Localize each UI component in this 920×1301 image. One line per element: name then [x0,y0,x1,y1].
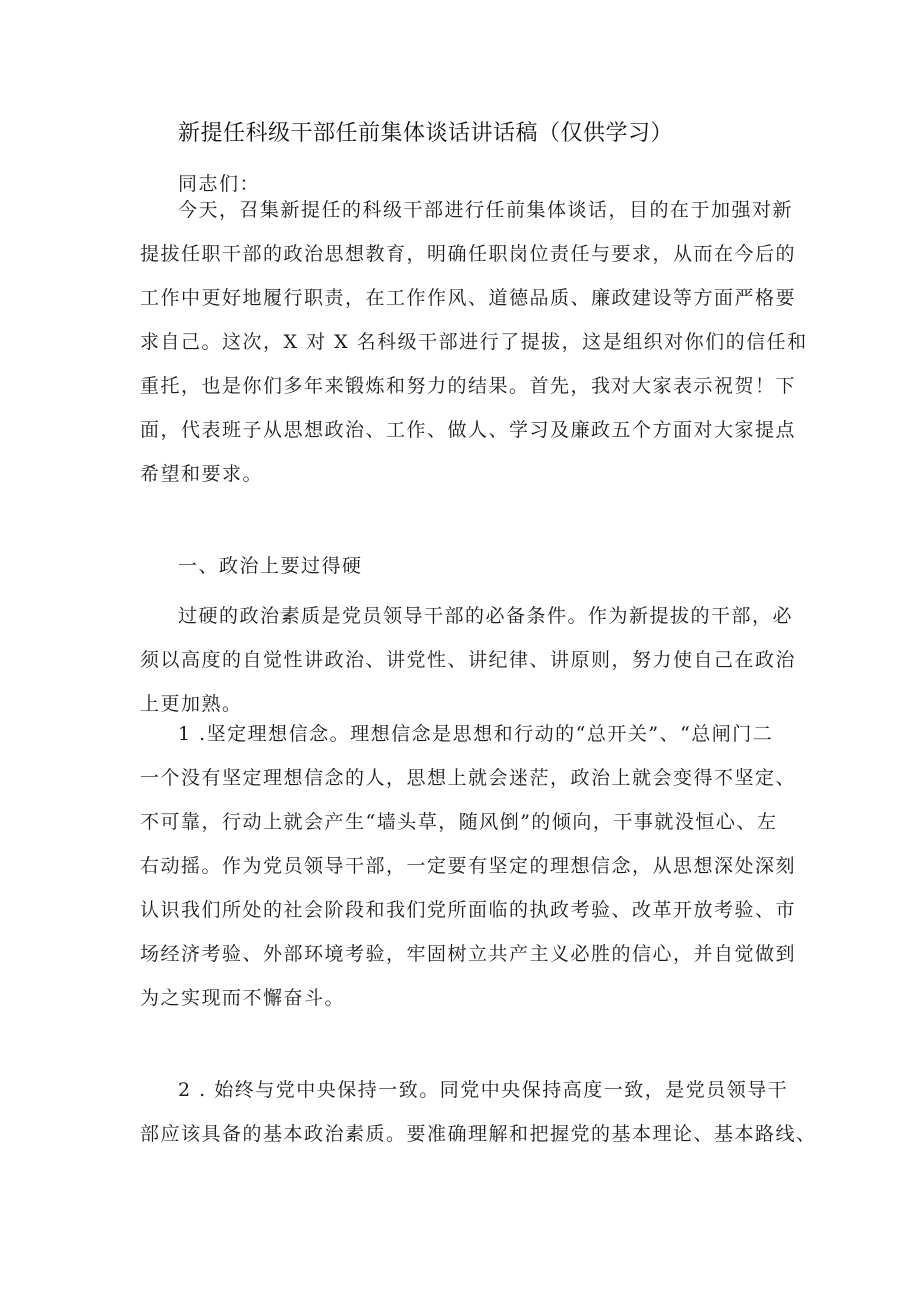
section1-paragraph [140,594,797,726]
item1-paragraph [140,712,797,1020]
item1-line: 场经济考验、外部环境考验，牢固树立共产主义必胜的信心，并自觉做到 [140,943,797,965]
document-title: 新提任科级干部任前集体谈话讲话稿（仅供学习） [178,121,674,146]
intro-paragraph [140,188,808,496]
item1-line: 为之实现而不懈奋斗。 [140,987,346,1009]
intro-line: 面，代表班子从思想政治、工作、做人、学习及廉政五个方面对大家提点 [140,419,797,441]
item1-line: 右动摇。作为党员领导干部，一定要有坚定的理想信念，从思想深处深刻 [140,855,797,877]
intro-line: 重托，也是你们多年来锻炼和努力的结果。首先，我对大家表示祝贺！下 [140,375,797,397]
intro-line: 求自己。这次，X 对 X 名科级干部进行了提拔，这是组织对你们的信任和 [140,331,808,353]
item1-line: 认识我们所处的社会阶段和我们党所面临的执政考验、改革开放考验、市 [140,899,797,921]
intro-line: 今天，召集新提任的科级干部进行任前集体谈话，目的在于加强对新 [178,199,794,221]
item1-line: 一个没有坚定理想信念的人，思想上就会迷茫，政治上就会变得不坚定、 [140,767,797,789]
section1-line: 须以高度的自觉性讲政治、讲党性、讲纪律、讲原则，努力使自己在政治 [140,649,797,671]
item1-line: 不可靠，行动上就会产生“墙头草，随风倒”的倾向，干事就没恒心、左 [140,811,778,833]
section-heading: 一、政治上要过得硬 [178,555,363,577]
salutation: 同志们： [178,173,261,195]
intro-line: 工作中更好地履行职责，在工作作风、道德品质、廉政建设等方面严格要 [140,287,797,309]
section1-line: 上更加熟。 [140,693,243,715]
intro-line: 希望和要求。 [140,463,264,485]
item2-line: 部应该具备的基本政治素质。要准确理解和把握党的基本理论、基本路线、 [140,1123,817,1145]
section1-line: 过硬的政治素质是党员领导干部的必备条件。作为新提拔的干部，必 [178,605,794,627]
item1-line: 1 .坚定理想信念。理想信念是思想和行动的“总开关”、“总闸门二 [178,723,774,745]
item2-paragraph [140,1068,817,1156]
item2-line: 2 . 始终与党中央保持一致。同党中央保持高度一致，是党员领导干 [178,1079,789,1101]
intro-line: 提拔任职干部的政治思想教育，明确任职岗位责任与要求，从而在今后的 [140,243,797,265]
